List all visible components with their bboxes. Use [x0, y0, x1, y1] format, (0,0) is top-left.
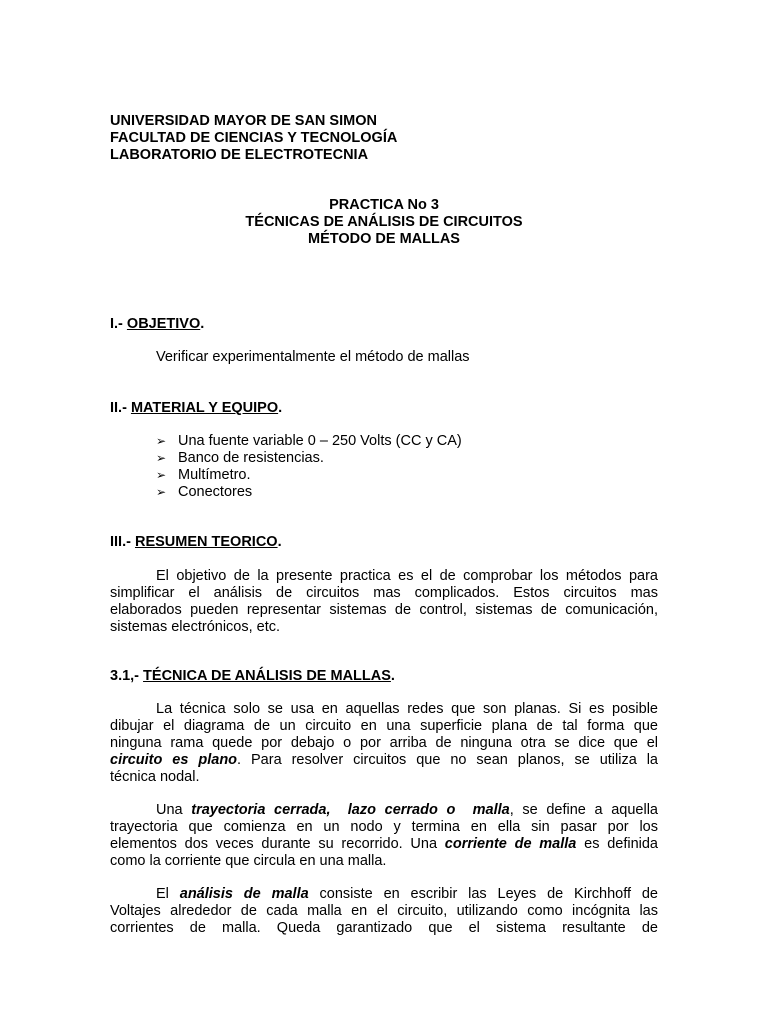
paragraph-line: simplificar el análisis de circuitos mas complicados. Estos circuitos mas [110, 585, 658, 601]
page-content [110, 0, 658, 1024]
section-number: I.- [110, 316, 127, 332]
section-material-heading [110, 400, 658, 417]
emphasis-term: lazo cerrado o [347, 802, 456, 818]
paragraph-line: como la corriente que circula en una malla. [110, 853, 387, 869]
practice-title [110, 197, 658, 248]
practice-number: PRACTICA No 3 [329, 197, 439, 213]
section-title-dot: . [200, 316, 205, 332]
paragraph-line: La técnica solo se usa en aquellas redes que son planas. Si es posible [156, 701, 658, 717]
section-title-dot: . [277, 534, 282, 550]
line-text: . Para resolver circuitos que no sean planos, se utiliza la [237, 752, 658, 768]
university-name: UNIVERSIDAD MAYOR DE SAN SIMON [110, 113, 377, 129]
institution-header [110, 113, 658, 164]
material-list-container [110, 433, 658, 501]
section-objetivo-heading [110, 316, 658, 333]
emphasis-term: trayectoria cerrada, [191, 802, 331, 818]
list-item-text: Banco de resistencias. [178, 450, 324, 466]
list-item [156, 433, 658, 450]
section-number: 3.1,- [110, 668, 144, 684]
section-number: II.- [110, 400, 131, 416]
emphasis-term: malla [472, 802, 510, 818]
material-list [110, 433, 658, 501]
section-number: III.- [110, 534, 135, 550]
arrow-bullet-icon: ➢ [156, 434, 167, 448]
emphasis-term: análisis de malla [179, 886, 309, 902]
paragraph-line: elaborados pueden representar sistemas de control, sistemas de comunicación, [110, 602, 658, 618]
section-title: MATERIAL Y EQUIPO [130, 400, 279, 416]
paragraph-line: Voltajes alrededor de cada malla en el circuito, utilizando como incógnita las [110, 903, 658, 919]
line-text: elementos dos veces durante su recorrido. Una [110, 836, 445, 852]
section-title-dot: . [390, 668, 395, 684]
arrow-bullet-icon: ➢ [156, 485, 167, 499]
section-title-dot: . [278, 400, 283, 416]
line-text: consiste en escribir las Leyes de Kirchhoff de [308, 886, 658, 902]
practice-topic: TÉCNICAS DE ANÁLISIS DE CIRCUITOS [245, 214, 523, 230]
paragraph-line: técnica nodal. [110, 769, 200, 785]
arrow-bullet-icon: ➢ [156, 468, 167, 482]
list-item-text: Multímetro. [178, 467, 251, 483]
practice-subtopic: MÉTODO DE MALLAS [308, 231, 460, 247]
section-title: RESUMEN TEORICO [134, 534, 278, 550]
paragraph-line [110, 752, 658, 769]
tecnica-paragraph-3 [110, 886, 658, 937]
paragraph-line [110, 802, 658, 819]
paragraph-line: El objetivo de la presente practica es el de comprobar los métodos para [156, 568, 658, 584]
paragraph-line: sistemas electrónicos, etc. [110, 619, 281, 635]
paragraph-line: ninguna rama quede por debajo o por arriba de ninguna otra se dice que el [110, 735, 658, 751]
line-text: El [156, 886, 180, 902]
spacer [330, 802, 347, 818]
line-text: Una [156, 802, 192, 818]
list-item [156, 484, 658, 501]
emphasis-term: corriente de malla [444, 836, 577, 852]
paragraph-line [110, 886, 658, 903]
paragraph-line: dibujar el diagrama de un circuito en una superficie plana de tal forma que [110, 718, 658, 734]
paragraph-line: trayectoria que comienza en un nodo y termina en ella sin pasar por los [110, 819, 658, 835]
list-item [156, 450, 658, 467]
paragraph-line: corrientes de malla. Queda garantizado que el sistema resultante de [110, 920, 658, 936]
spacer [455, 802, 472, 818]
laboratory-name: LABORATORIO DE ELECTROTECNIA [110, 147, 369, 163]
paragraph-line [110, 836, 658, 853]
tecnica-paragraph-2 [110, 802, 658, 870]
section-title: OBJETIVO [126, 316, 201, 332]
line-text: es definida [576, 836, 658, 852]
resumen-paragraph [110, 568, 658, 636]
objetivo-text: Verificar experimentalmente el método de mallas [156, 349, 470, 365]
line-text: , se define a aquella [509, 802, 658, 818]
section-tecnica-heading [110, 668, 658, 685]
section-title: TÉCNICA DE ANÁLISIS DE MALLAS [143, 668, 391, 684]
list-item [156, 467, 658, 484]
list-item-text: Conectores [178, 484, 253, 500]
section-resumen-heading [110, 534, 658, 551]
arrow-bullet-icon: ➢ [156, 451, 167, 465]
faculty-name: FACULTAD DE CIENCIAS Y TECNOLOGÍA [110, 130, 398, 146]
emphasis-term: circuito es plano [110, 752, 238, 768]
tecnica-paragraph-1 [110, 701, 658, 786]
list-item-text: Una fuente variable 0 – 250 Volts (CC y CA) [178, 433, 462, 449]
